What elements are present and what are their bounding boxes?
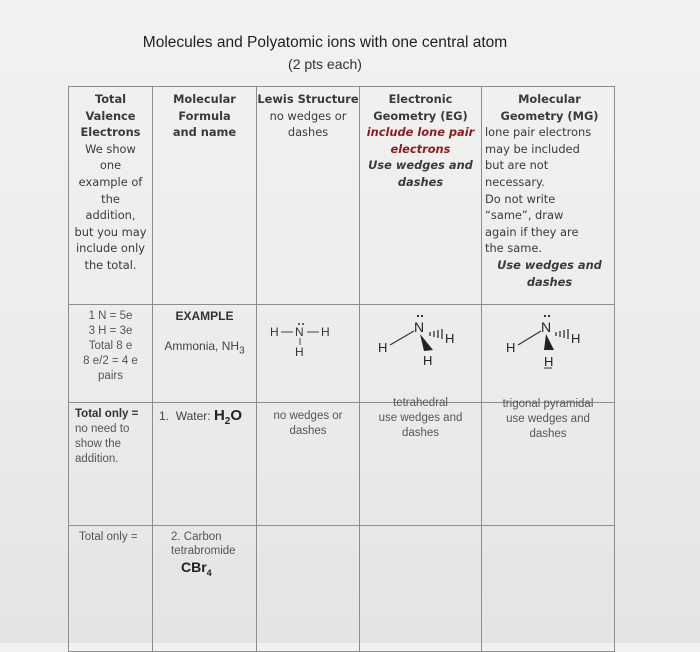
header-text: again if they are xyxy=(485,224,579,239)
header-text: addition, xyxy=(85,208,136,223)
header-text: electrons xyxy=(390,141,451,156)
header-text: the total. xyxy=(84,257,137,272)
carbon-mg-cell xyxy=(482,526,615,652)
eg-geometry-label: tetrahedral xyxy=(393,397,448,409)
mg-note-line: use wedges and xyxy=(506,413,590,425)
header-electronic-geometry xyxy=(360,87,482,305)
example-formula-cell xyxy=(153,305,257,403)
header-text: Molecular xyxy=(173,92,236,106)
header-text: dashes xyxy=(526,274,573,289)
header-text: include only xyxy=(76,241,145,256)
mg-note-line: dashes xyxy=(529,428,567,440)
water-electrons-cell xyxy=(69,403,153,526)
molecule-name: Water: xyxy=(175,409,211,423)
example-row xyxy=(69,305,615,403)
example-name-subscript: 3 xyxy=(239,345,245,357)
mg-atom-h-bottom: H xyxy=(544,354,554,369)
lone-pair-dot xyxy=(421,315,423,317)
molecule-name-line: 2. Carbon xyxy=(171,531,222,543)
carbon-electrons-cell xyxy=(69,526,153,652)
total-only-label: Total only = xyxy=(79,531,138,543)
mg-atom-h-right: H xyxy=(571,331,581,346)
lewis-atom-h-left: H xyxy=(270,325,279,339)
header-text: dashes xyxy=(287,125,329,140)
lewis-atom-h-right: H xyxy=(321,325,330,339)
electron-count-line: 8 e/2 = 4 e xyxy=(83,355,138,367)
total-only-label: Total only = xyxy=(75,408,139,420)
example-mg-cell xyxy=(482,305,615,403)
header-text: Total xyxy=(94,92,127,106)
example-lewis-cell xyxy=(257,305,360,403)
electron-count-line: Total 8 e xyxy=(88,340,133,352)
formula-subscript: 4 xyxy=(206,567,212,578)
carbon-eg-cell xyxy=(360,526,482,652)
header-text: Valence xyxy=(85,108,136,123)
header-text: the same. xyxy=(485,241,542,256)
header-text: the xyxy=(101,191,120,206)
instruction-line: addition. xyxy=(75,453,119,465)
water-formula xyxy=(153,403,256,427)
header-text: no wedges or xyxy=(269,108,347,123)
header-text: Use wedges and xyxy=(497,257,602,272)
carbon-formula-cell xyxy=(153,526,257,652)
instruction-line: show the xyxy=(75,438,122,450)
water-eg-cell xyxy=(360,397,482,526)
header-text: example of xyxy=(78,174,143,189)
header-text: necessary. xyxy=(485,174,545,189)
header-text: dashes xyxy=(397,174,444,189)
mg-atom-n: N xyxy=(541,319,552,335)
ammonia-eg-drawing xyxy=(360,305,482,397)
worksheet-table xyxy=(68,86,615,652)
header-text: Lewis Structure xyxy=(257,92,359,106)
lone-pair-dot xyxy=(544,315,546,317)
eg-atom-h-bottom: H xyxy=(423,353,433,368)
eg-atom-n: N xyxy=(414,319,425,335)
header-text: one xyxy=(99,158,122,173)
electron-count-line: 1 N = 5e xyxy=(88,310,133,322)
lewis-atom-n: N xyxy=(295,325,304,339)
lewis-note-line: no wedges or xyxy=(273,410,343,422)
water-row xyxy=(69,403,615,526)
header-text: Geometry (EG) xyxy=(373,108,468,123)
header-text: Use wedges and xyxy=(368,158,473,173)
header-text: Molecular xyxy=(518,92,581,106)
header-text: may be included xyxy=(485,141,580,156)
electron-count-line: 3 H = 3e xyxy=(88,325,133,337)
header-text: “same”, draw xyxy=(485,208,564,223)
example-name xyxy=(153,339,256,358)
water-mg-cell xyxy=(482,398,615,526)
example-label: EXAMPLE xyxy=(175,309,234,323)
header-row xyxy=(69,87,615,305)
lone-pair-dot xyxy=(417,315,419,317)
header-total-valence xyxy=(69,87,153,305)
header-text: Formula xyxy=(178,108,231,123)
mg-geometry-label: trigonal pyramidal xyxy=(502,398,594,410)
water-formula-cell xyxy=(153,403,257,526)
formula-element: H xyxy=(213,407,225,424)
header-text: lone pair electrons xyxy=(485,125,592,140)
example-name-text: Ammonia, NH xyxy=(164,339,240,353)
lewis-note-line: dashes xyxy=(289,425,327,437)
header-text: but are not xyxy=(485,158,549,173)
carbon-row xyxy=(69,526,615,652)
electron-count-line: pairs xyxy=(98,370,123,382)
carbon-formula-text xyxy=(171,560,256,580)
dash-bond xyxy=(556,329,568,339)
lone-pair-dot xyxy=(302,323,304,325)
formula-subscript: 2 xyxy=(224,416,231,427)
lewis-atom-h-bottom: H xyxy=(295,345,304,359)
ammonia-lewis-structure xyxy=(257,305,360,397)
lone-pair-dot xyxy=(548,315,550,317)
wedge-bond xyxy=(544,334,554,350)
wedge-bond xyxy=(420,334,433,351)
example-eg-cell xyxy=(360,305,482,403)
eg-atom-h-left: H xyxy=(378,340,388,355)
eg-note-line: use wedges and xyxy=(378,412,463,424)
header-text: Electronic xyxy=(388,92,453,106)
header-molecular-geometry xyxy=(482,87,615,305)
carbon-lewis-cell xyxy=(257,526,360,652)
formula-element: CBr xyxy=(181,559,207,575)
eg-atom-h-right: H xyxy=(445,331,455,346)
question-number: 1. xyxy=(159,409,170,423)
header-lewis-structure xyxy=(257,87,360,305)
eg-note-line: dashes xyxy=(401,427,440,439)
header-text: and name xyxy=(172,125,237,140)
page-subtitle: (2 pts each) xyxy=(288,56,362,72)
instruction-line: no need to xyxy=(75,423,130,435)
dash-bond xyxy=(430,329,442,339)
header-text: Electrons xyxy=(80,125,141,140)
page-title: Molecules and Polyatomic ions with one central atom xyxy=(142,34,508,51)
header-text: Do not write xyxy=(485,191,556,206)
molecule-name-line: tetrabromide xyxy=(171,545,236,557)
header-text: but you may xyxy=(74,224,147,239)
water-lewis-cell xyxy=(257,403,360,526)
header-text: Geometry (MG) xyxy=(500,108,599,123)
example-electrons-cell xyxy=(69,305,153,403)
water-formula-text xyxy=(213,407,243,427)
header-molecular-formula xyxy=(153,87,257,305)
formula-element: O xyxy=(230,407,243,424)
mg-atom-h-left: H xyxy=(506,340,516,355)
header-text: include lone pair xyxy=(366,125,475,140)
lone-pair-dot xyxy=(298,323,300,325)
header-text: We show xyxy=(85,141,136,156)
ammonia-mg-drawing xyxy=(482,305,615,397)
